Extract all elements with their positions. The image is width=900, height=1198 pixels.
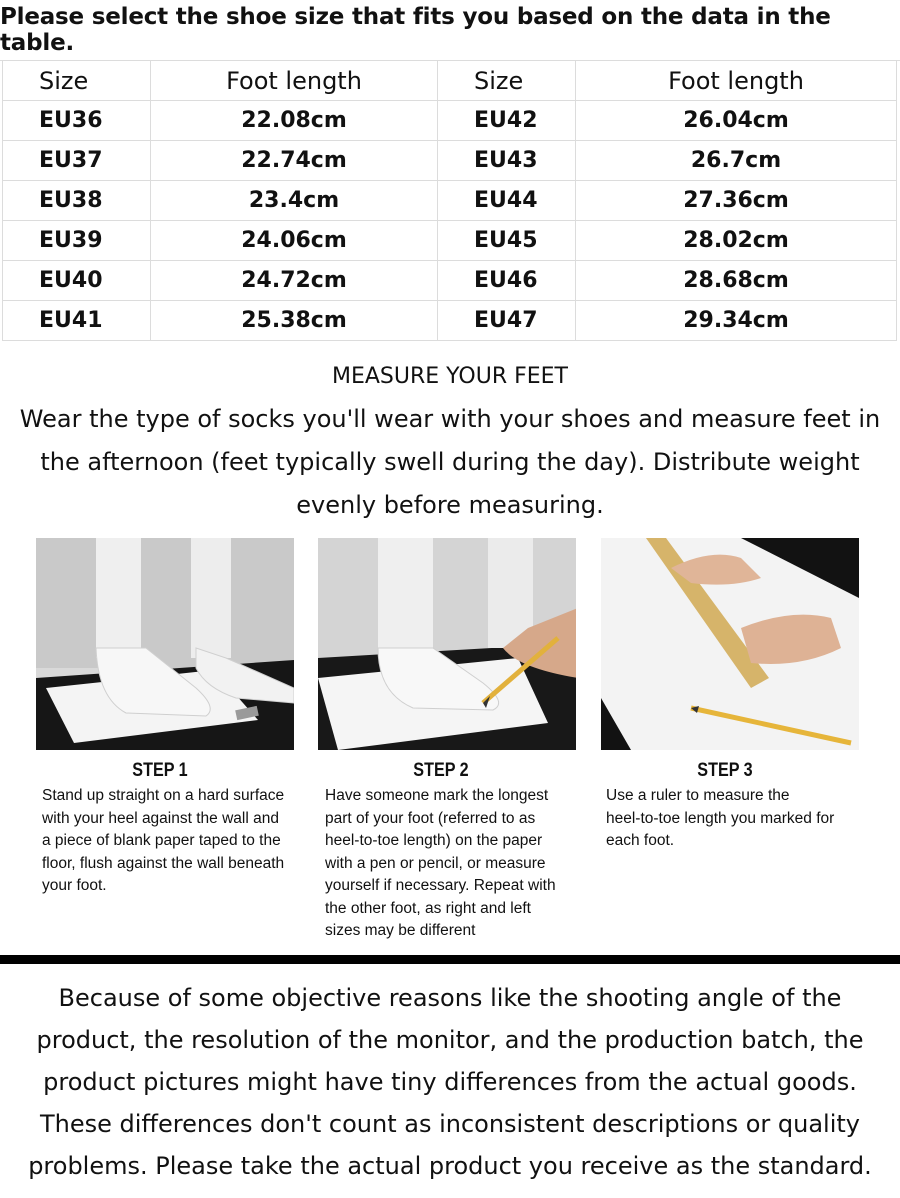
size-cell: EU46: [438, 261, 576, 301]
step-1-line: with your heel against the wall and: [42, 809, 279, 827]
table-row: [3, 101, 897, 141]
size-guide-title: Please select the shoe size that fits you based on the data in the table.: [0, 0, 900, 61]
column-header-size: Size: [3, 61, 151, 101]
pencil-marking-photo: [318, 538, 576, 750]
step-2-line: heel-to-toe length) on the paper: [325, 832, 543, 849]
step-1-description: [42, 785, 322, 898]
foot-length-cell: 27.36cm: [576, 181, 897, 221]
size-cell: EU47: [438, 301, 576, 341]
measure-instructions: Wear the type of socks you'll wear with your shoes and measure feet in the afternoon (feet typically swell during the day). Distribute weight evenly before measuring.: [19, 405, 881, 519]
size-cell: EU43: [438, 141, 576, 181]
section-divider: [0, 955, 900, 964]
size-cell: EU45: [438, 221, 576, 261]
disclaimer-line: These differences don't count as inconsistent descriptions or quality: [39, 1110, 861, 1138]
foot-length-cell: 24.72cm: [151, 261, 438, 301]
step-1-line: your foot.: [42, 877, 107, 894]
step-3-description: [606, 785, 886, 853]
foot-on-paper-photo: [36, 538, 294, 750]
table-row: [3, 261, 897, 301]
foot-length-cell: 26.04cm: [576, 101, 897, 141]
foot-length-cell: 25.38cm: [151, 301, 438, 341]
foot-length-cell: 22.08cm: [151, 101, 438, 141]
step-2-line: the other foot, as right and left: [325, 899, 531, 917]
table-row: [3, 181, 897, 221]
column-header-foot-length: Foot length: [151, 61, 438, 101]
step-2-line: Have someone mark the longest: [325, 787, 549, 804]
size-table: [2, 60, 897, 341]
size-cell: EU40: [3, 261, 151, 301]
disclaimer-text: [0, 977, 900, 1187]
disclaimer-line: product pictures might have tiny differences from the actual goods.: [43, 1068, 857, 1096]
foot-length-cell: 28.02cm: [576, 221, 897, 261]
size-cell: EU37: [3, 141, 151, 181]
step-3-line: Use a ruler to measure the: [606, 787, 790, 804]
step-2-line: yourself if necessary. Repeat with: [325, 877, 556, 894]
size-cell: EU42: [438, 101, 576, 141]
column-header-size: Size: [438, 61, 576, 101]
step-1-line: a piece of blank paper taped to the: [42, 832, 281, 849]
foot-length-cell: 28.68cm: [576, 261, 897, 301]
foot-length-cell: 24.06cm: [151, 221, 438, 261]
size-cell: EU44: [438, 181, 576, 221]
step-3-line: each foot.: [606, 832, 675, 849]
step-2-line: part of your foot (referred to as: [325, 809, 536, 827]
disclaimer-line: Because of some objective reasons like the shooting angle of the: [58, 984, 842, 1012]
disclaimer-line: product, the resolution of the monitor, and the production batch, the: [36, 1026, 864, 1054]
measure-heading: MEASURE YOUR FEET: [331, 364, 568, 389]
step-1-line: floor, flush against the wall beneath: [42, 854, 285, 872]
step-2-line: with a pen or pencil, or measure: [325, 854, 546, 872]
ruler-measuring-photo: [601, 538, 859, 750]
table-row: [3, 141, 897, 181]
step-2-title: STEP 2: [413, 760, 469, 781]
size-cell: EU36: [3, 101, 151, 141]
size-table-header-row: [3, 61, 897, 101]
table-row: [3, 221, 897, 261]
column-header-foot-length: Foot length: [576, 61, 897, 101]
size-cell: EU38: [3, 181, 151, 221]
table-row: [3, 301, 897, 341]
size-cell: EU41: [3, 301, 151, 341]
foot-length-cell: 22.74cm: [151, 141, 438, 181]
foot-length-cell: 26.7cm: [576, 141, 897, 181]
step-1-title: STEP 1: [132, 760, 188, 781]
step-2-line: sizes may be different: [325, 922, 476, 939]
foot-length-cell: 29.34cm: [576, 301, 897, 341]
step-1-line: Stand up straight on a hard surface: [42, 787, 285, 804]
foot-length-cell: 23.4cm: [151, 181, 438, 221]
step-3-line: heel-to-toe length you marked for: [606, 809, 835, 827]
disclaimer-line: problems. Please take the actual product you receive as the standard.: [28, 1152, 872, 1180]
step-3-title: STEP 3: [697, 760, 753, 781]
size-cell: EU39: [3, 221, 151, 261]
step-2-description: [325, 785, 605, 943]
